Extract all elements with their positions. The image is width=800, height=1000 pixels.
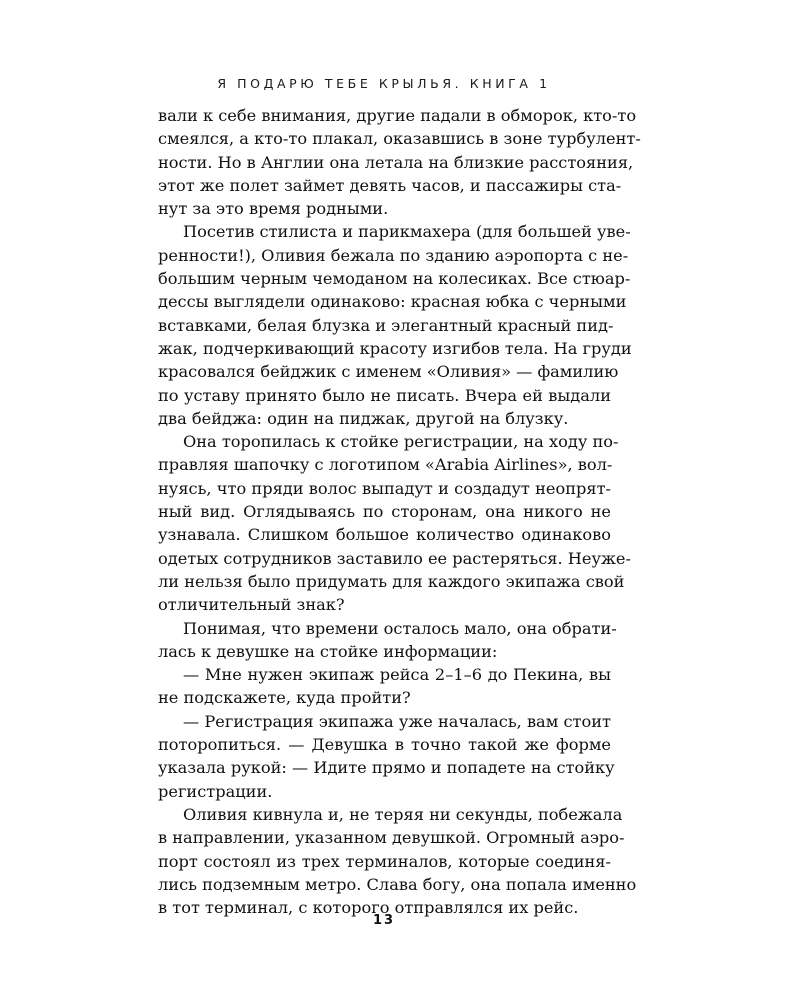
text-line: Понимая, что времени осталось мало, она обрати- [183,618,617,638]
text-line: красовался бейджик с именем «Оливия» — фамилию [158,362,619,382]
text-line: этот же полет займет девять часов, и пассажиры ста- [158,175,622,195]
page-number: 13 [372,913,396,928]
text-line: вали к себе внимания, другие падали в обморок, кто-то [158,106,637,125]
text-line: жак, подчеркивающий красоту изгибов тела. На груди [158,338,632,358]
text-line: указала рукой: — Идите прямо и попадете на стойку [158,758,615,778]
text-line: — Мне нужен экипаж рейса 2–1–6 до Пекина, вы [183,665,611,685]
text-line: не подскажете, куда пройти? [158,688,411,708]
text-line: по уставу принято было не писать. Вчера ей выдали [158,385,611,405]
text-line: ли нельзя было придумать для каждого экипажа свой [158,571,625,591]
text-line: смеялся, а кто-то плакал, оказавшись в зоне турбулент- [158,129,641,149]
text-line: два бейджа: один на пиджак, другой на блузку. [158,408,569,428]
text-line: лась к девушке на стойке информации: [158,641,498,661]
text-line: узнавала. Слишком большое количество одинаково [158,525,611,545]
body-text [158,104,641,919]
text-line: в направлении, указанном девушкой. Огромный аэро- [158,828,625,848]
text-line: большим черным чемоданом на колесиках. Все стюар- [158,269,631,289]
text-line: ный вид. Оглядываясь по сторонам, она никого не [158,502,611,522]
text-line: нут за это время родными. [158,199,389,219]
text-line: нуясь, что пряди волос выпадут и создадут неопрят- [158,478,611,498]
text-line: лись подземным метро. Слава богу, она попала именно [158,874,637,894]
text-line: регистрации. [158,781,273,801]
text-line: дессы выглядели одинаково: красная юбка с черными [158,292,627,312]
text-line: Посетив стилиста и парикмахера (для большей уве- [183,222,631,242]
text-line: Оливия кивнула и, не теряя ни секунды, побежала [183,804,623,824]
text-line: ности. Но в Англии она летала на близкие расстояния, [158,152,634,172]
text-line: — Регистрация экипажа уже началась, вам стоит [183,711,611,731]
text-line: правляя шапочку с логотипом «Arabia Airlines», вол- [158,455,613,475]
text-line: в тот терминал, с которого отправлялся их рейс. [158,898,579,918]
text-line: вставками, белая блузка и элегантный красный пид- [158,315,614,335]
text-line: Она торопилась к стойке регистрации, на ходу по- [183,432,619,452]
text-line: порт состоял из трех терминалов, которые соединя- [158,851,611,871]
text-line: ренности!), Оливия бежала по зданию аэропорта с не- [158,245,629,265]
running-head-title: Я ПОДАРЮ ТЕБЕ КРЫЛЬЯ. КНИГА 1 [217,76,551,91]
text-line: поторопиться. — Девушка в точно такой же форме [158,735,611,755]
text-line: отличительный знак? [158,595,345,615]
text-line: одетых сотрудников заставило ее растеряться. Неуже- [158,548,631,568]
